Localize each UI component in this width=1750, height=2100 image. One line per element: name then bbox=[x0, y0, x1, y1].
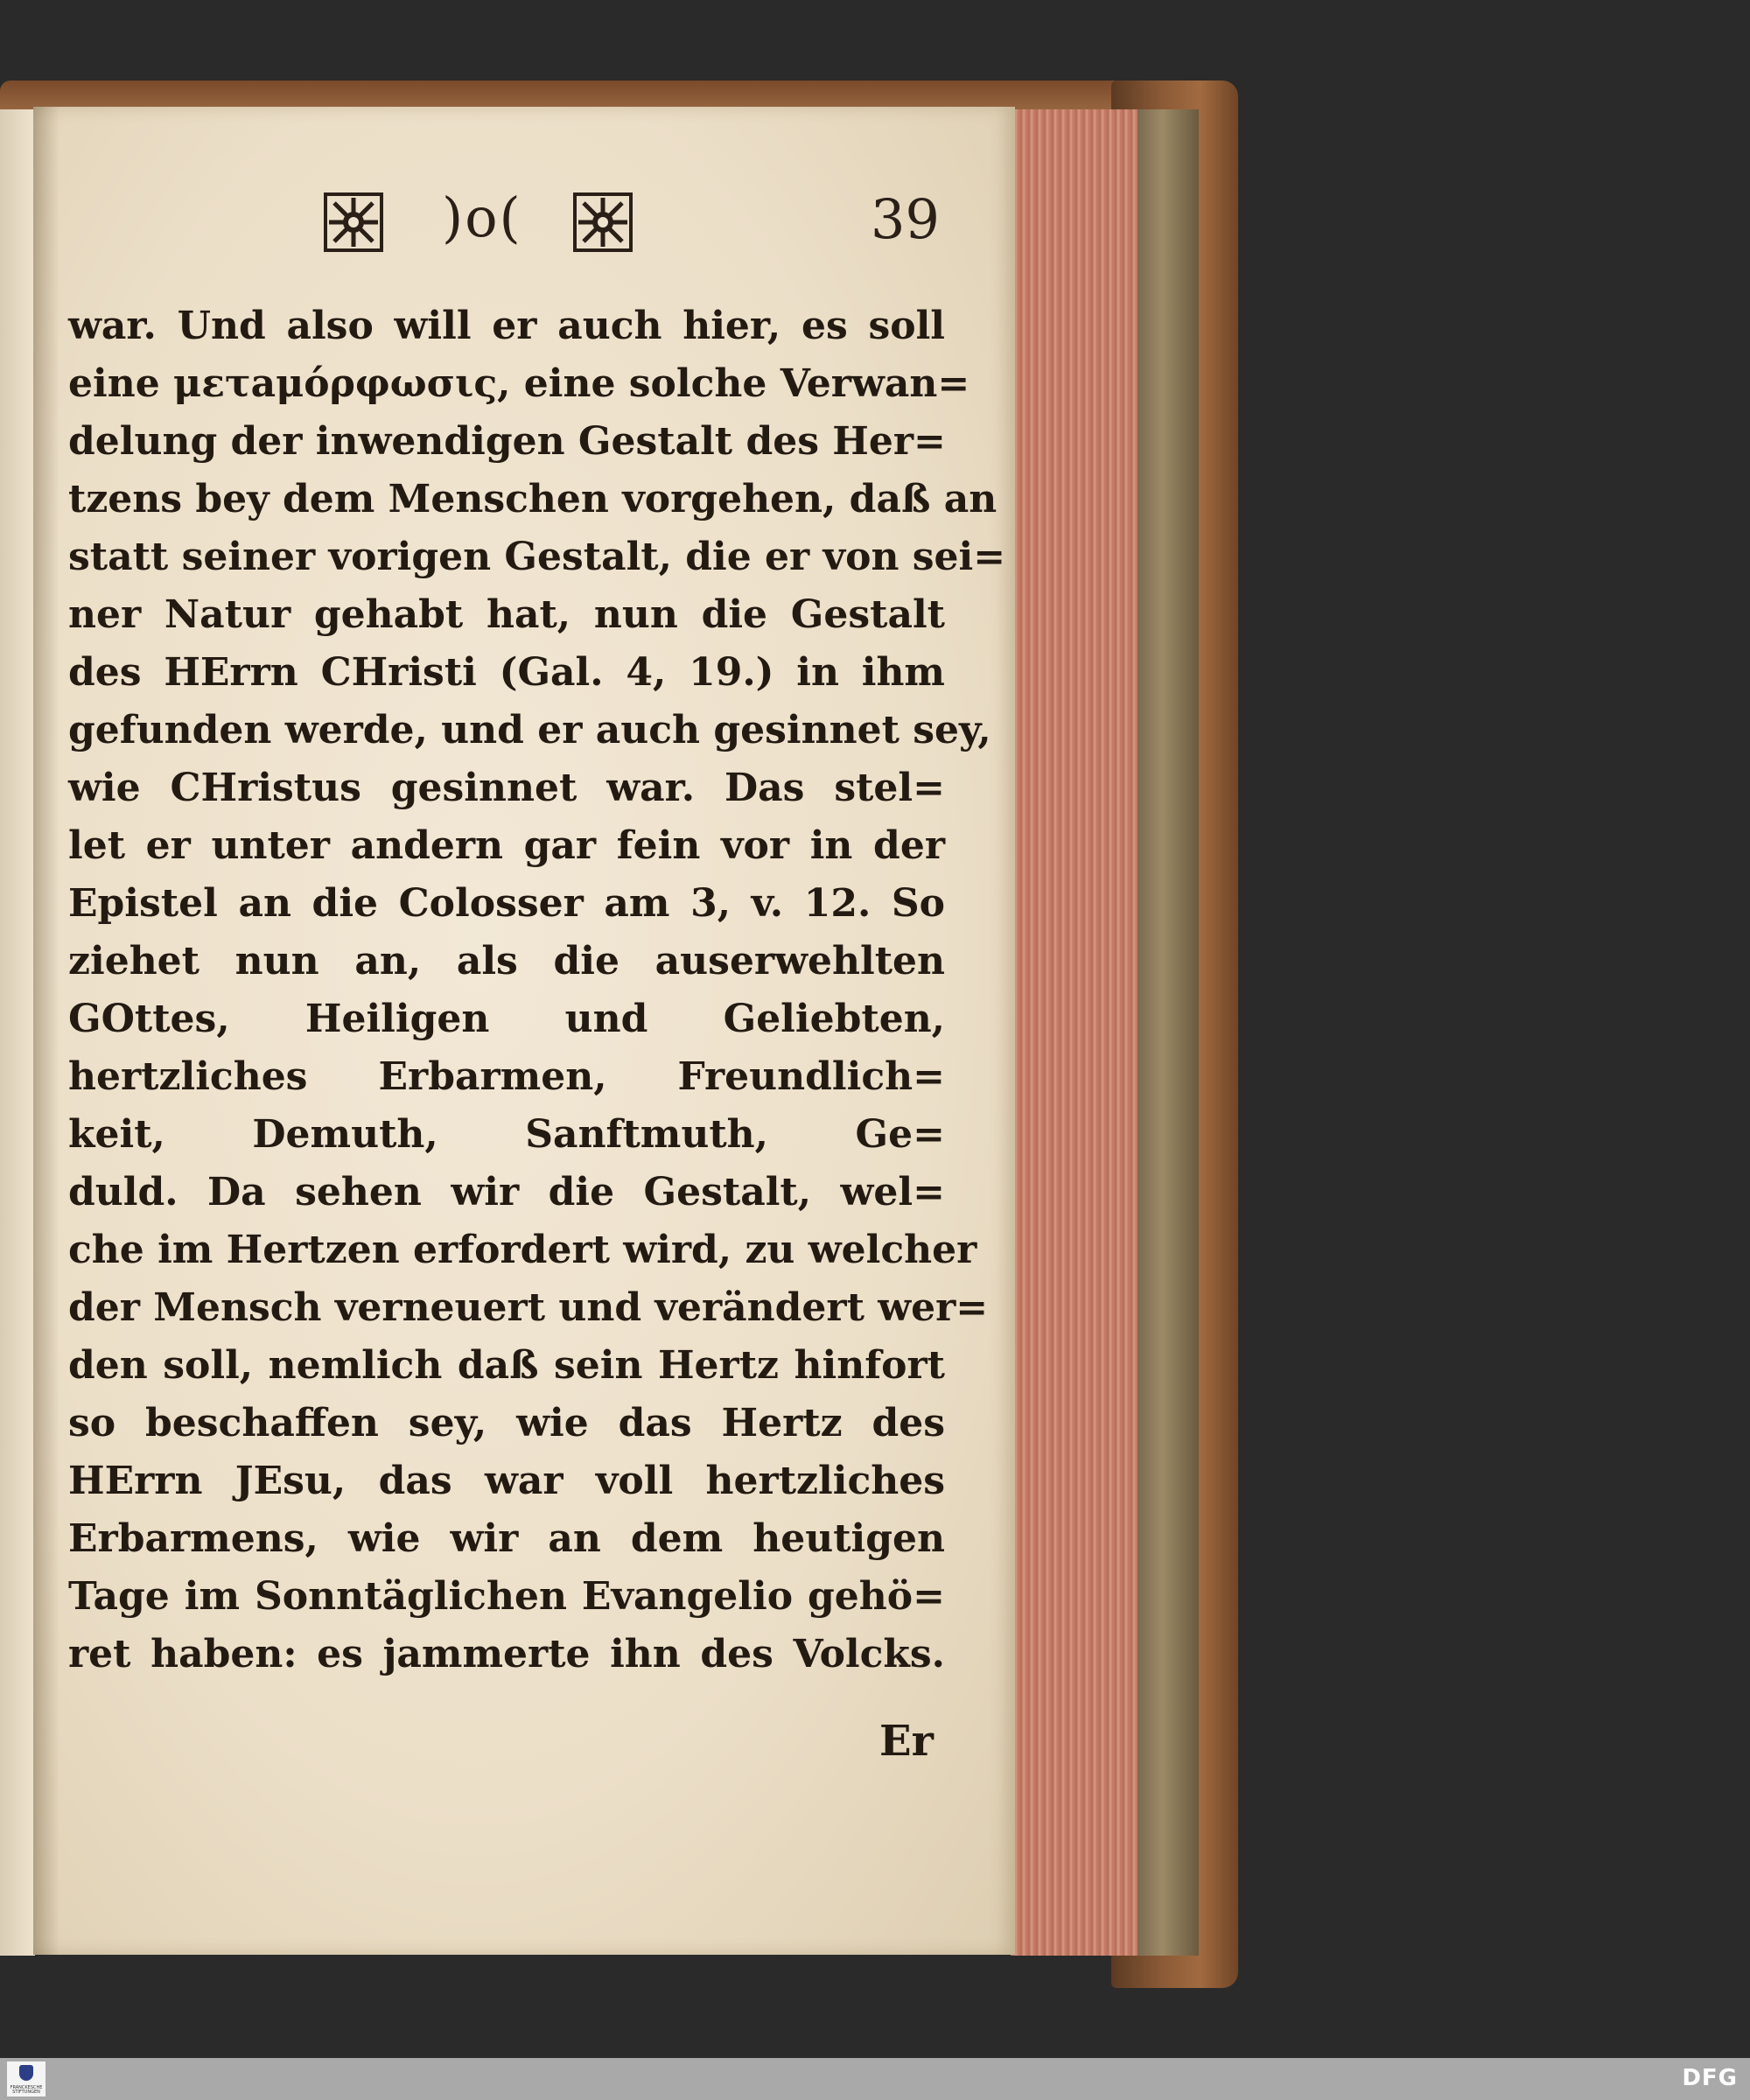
text-line: den soll, nemlich daß sein Hertz hinfort bbox=[68, 1343, 945, 1388]
text-line: des HErrn CHristi (Gal. 4, 19.) in ihm bbox=[68, 650, 945, 695]
text-line: so beschaffen sey, wie das Hertz des bbox=[68, 1401, 945, 1446]
text-line: Epistel an die Colosser am 3, v. 12. So bbox=[68, 881, 945, 926]
ornament-left-icon bbox=[324, 192, 383, 252]
text-line: HErrn JEsu, das war voll hertzliches bbox=[68, 1459, 945, 1503]
page-edges-shade bbox=[1138, 109, 1199, 1956]
text-line: wie CHristus gesinnet war. Das stel= bbox=[68, 766, 945, 810]
text-line: ret haben: es jammerte ihn des Volcks. bbox=[68, 1632, 945, 1676]
text-line: keit, Demuth, Sanftmuth, Ge= bbox=[68, 1112, 945, 1157]
text-line: statt seiner vorigen Gestalt, die er von sei= bbox=[68, 535, 1006, 579]
text-line: gefunden werde, und er auch gesinnet sey, bbox=[68, 708, 991, 752]
logo-text: FRANCKESCHE STIFTUNGEN bbox=[10, 2085, 43, 2095]
page-number: 39 bbox=[871, 187, 940, 251]
text-line: Tage im Sonntäglichen Evangelio gehö= bbox=[68, 1574, 945, 1619]
text-line: eine μετaμόρφωσις, eine solche Verwan= bbox=[68, 361, 970, 406]
text-line: che im Hertzen erfordert wird, zu welcher bbox=[68, 1228, 977, 1272]
institution-logo bbox=[7, 2062, 46, 2096]
text-line: GOttes, Heiligen und Geliebten, bbox=[68, 997, 945, 1041]
text-line: der Mensch verneuert und verändert wer= bbox=[68, 1285, 989, 1330]
gutter-shadow bbox=[33, 107, 60, 1955]
text-line: ner Natur gehabt hat, nun die Gestalt bbox=[68, 592, 945, 637]
ornament-right-icon bbox=[573, 192, 633, 252]
header-center-mark: )o( bbox=[442, 186, 522, 249]
catchword: Er bbox=[879, 1717, 934, 1766]
text-line: ziehet nun an, als die auserwehlten bbox=[68, 939, 945, 984]
text-line: delung der inwendigen Gestalt des Her= bbox=[68, 419, 946, 464]
page-edges bbox=[1011, 109, 1155, 1956]
text-line: hertzliches Erbarmen, Freundlich= bbox=[68, 1054, 945, 1099]
footer-bar bbox=[0, 2058, 1750, 2100]
text-line: Erbarmens, wie wir an dem heutigen bbox=[68, 1516, 945, 1561]
text-line: let er unter andern gar fein vor in der bbox=[68, 823, 945, 868]
text-line: duld. Da sehen wir die Gestalt, wel= bbox=[68, 1170, 945, 1214]
page-header bbox=[315, 184, 945, 262]
dfg-brand: DFG bbox=[1682, 2065, 1738, 2091]
text-line: war. Und also will er auch hier, es soll bbox=[68, 304, 945, 348]
text-line: tzens bey dem Menschen vorgehen, daß an bbox=[68, 477, 998, 522]
logo-mark-icon bbox=[19, 2065, 33, 2081]
body-text bbox=[68, 298, 1006, 1684]
left-page-sliver bbox=[0, 109, 35, 1956]
